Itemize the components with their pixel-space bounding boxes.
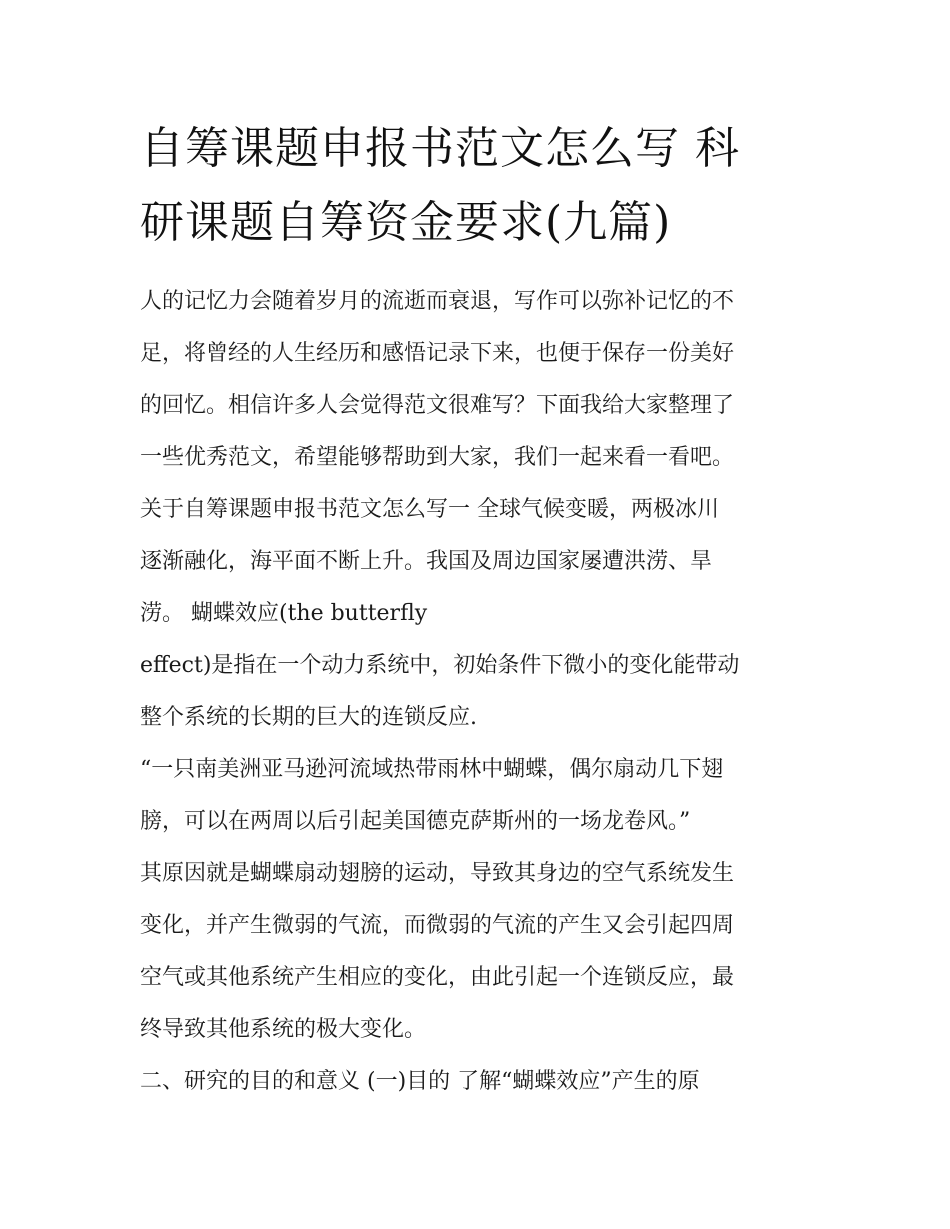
body-line: 二、研究的目的和意义 (一)目的 了解“蝴蝶效应”产生的原: [140, 1069, 700, 1094]
body-line: 逐渐融化，海平面不断上升。我国及周边国家屡遭洪涝、旱: [140, 549, 713, 574]
body-line: effect)是指在一个动力系统中，初始条件下微小的变化能带动: [140, 653, 740, 678]
body-line: 其原因就是蝴蝶扇动翅膀的运动，导致其身边的空气系统发生: [140, 861, 735, 886]
body-line: 空气或其他系统产生相应的变化，由此引起一个连锁反应，最: [140, 965, 735, 990]
body-line: 涝。 蝴蝶效应(the butterfly: [140, 601, 428, 626]
body-line: 一些优秀范文，希望能够帮助到大家，我们一起来看一看吧。: [140, 445, 735, 470]
body-line: 的回忆。相信许多人会觉得范文很难写？下面我给大家整理了: [140, 393, 735, 418]
body-line: 关于自筹课题申报书范文怎么写一 全球气候变暖，两极冰川: [140, 497, 719, 522]
body-line: 终导致其他系统的极大变化。: [140, 1017, 427, 1042]
body-line: 整个系统的长期的巨大的连锁反应.: [140, 705, 477, 730]
body-line: 足，将曾经的人生经历和感悟记录下来，也便于保存一份美好: [140, 341, 735, 366]
body-line: 变化，并产生微弱的气流，而微弱的气流的产生又会引起四周: [140, 913, 735, 938]
body-line: “一只南美洲亚马逊河流域热带雨林中蝴蝶，偶尔扇动几下翅: [140, 757, 724, 782]
body-line: 膀，可以在两周以后引起美国德克萨斯州的一场龙卷风。”: [140, 809, 691, 834]
title-line-2: 研课题自筹资金要求(九篇): [140, 197, 672, 248]
title-line-1: 自筹课题申报书范文怎么写 科: [140, 123, 740, 174]
body-line: 人的记忆力会随着岁月的流逝而衰退，写作可以弥补记忆的不: [140, 289, 735, 314]
document-title: [140, 112, 830, 260]
